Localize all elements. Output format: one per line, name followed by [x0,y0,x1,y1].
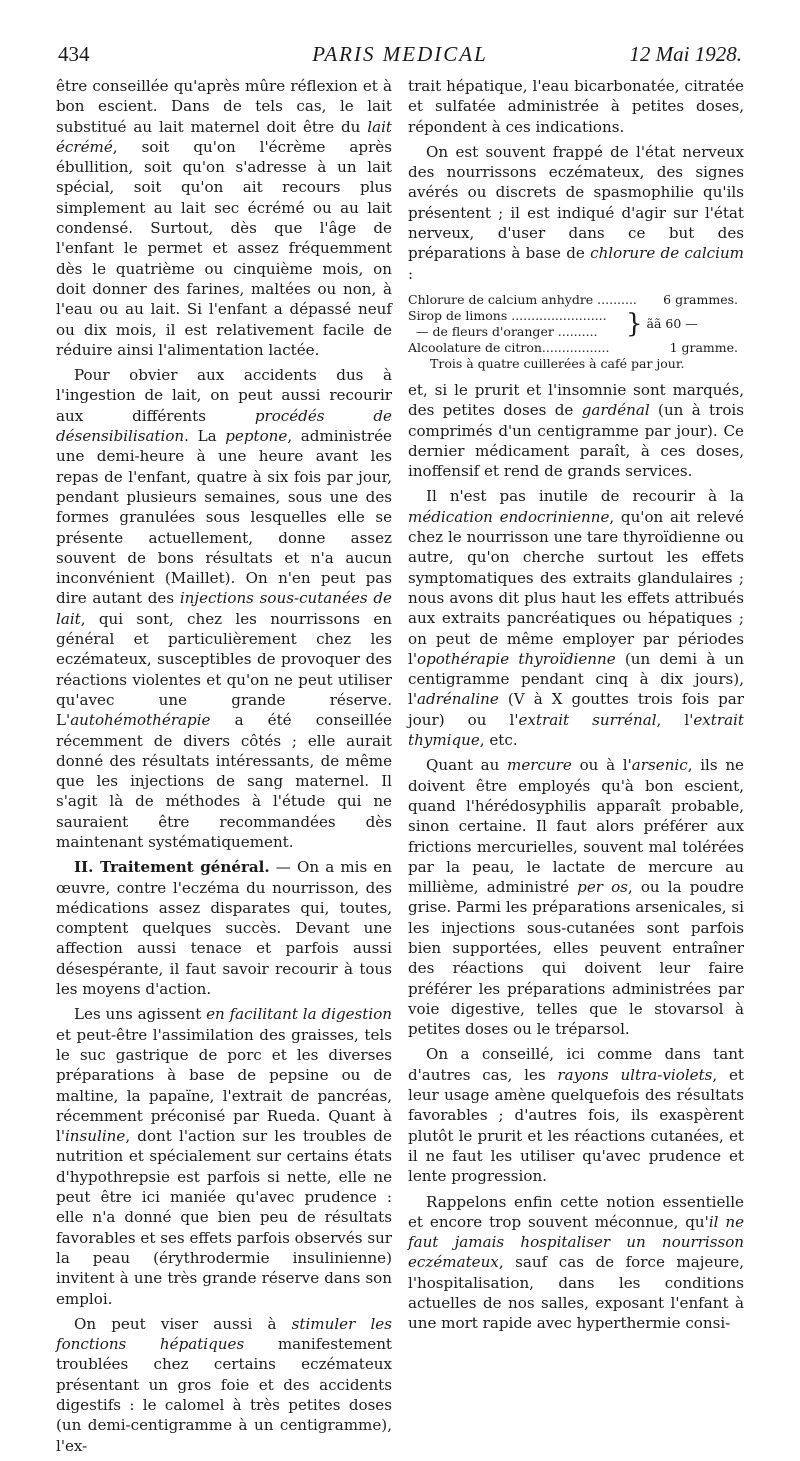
paragraph: Les uns agissent en facilitant la digestion et peut-être l'assimilation des graisses, tels le suc gastrique de porc et les diverses préparations à base de pepsine ou de maltine, la papaïne, l'extrait de pancréas, récemment préconisé par Rueda. Quant à l'insuline, dont l'action sur les troubles de nutrition et spécialement sur certains états d'hypothrepsie est parfois si nette, elle ne peut être ici maniée qu'avec prudence : elle n'a donné que bien peu de résultats favorables et ses effets parfois observés sur la peau (érythrodermie insulinienne) invitent à une très grande réserve dans son emploi. [56,1005,393,1308]
right-column [408,76,744,1339]
formula-line: — de fleurs d'oranger .......... [416,323,598,339]
issue-date: 12 Mai 1928. [629,42,742,66]
paragraph: et, si le prurit et l'insomnie sont marqués, des petites doses de gardénal (un à trois comprimés d'un centigramme par jour). Ce dernier médicament paraît, à ces doses, inoffensif et rend de grands services. [408,380,744,481]
paragraph: On a conseillé, ici comme dans tant d'autres cas, les rayons ultra-violets, et leur usage amène quelquefois des résultats favorables ; d'autres fois, ils exaspèrent plutôt le prurit et les réactions cutanées, et il ne faut les utiliser qu'avec prudence et lente progression. [408,1045,744,1186]
formula-dosage-note: Trois à quatre cuillerées à café par jour. [430,355,685,371]
paragraph: Il n'est pas inutile de recourir à la médication endocrinienne, qu'on ait relevé chez le nourrisson une tare thyroïdienne ou autre, qu'on cherche surtout les effets symptomatiques des extraits glandulaires ; nous avons dit plus haut les effets attribués aux extraits pancréatiques ou hépatiques ; on peut de même employer par périodes l'opothérapie thyroïdienne (un demi à un centigramme pendant cinq à dix jours), l'adrénaline (V à X gouttes trois fois par jour) ou l'extrait surrénal, l'extrait thymique, etc. [408,487,745,750]
journal-title: PARIS MEDICAL [312,42,488,66]
formula-line: Sirop de limons ........................ [408,307,607,323]
section-heading: II. Traitement général. [74,858,270,877]
prescription-formula [408,292,744,372]
paragraph: On peut viser aussi à stimuler les fonctions hépatiques manifestement troublées chez certains eczémateux présentant un gros foie et des accidents digestifs : le calomel à très petites doses (un demi-centigramme à un centigramme), l'ex- [56,1314,392,1455]
left-column [56,76,392,1461]
paragraph: être conseillée qu'après mûre réflexion et à bon escient. Dans de tels cas, le lait substitué au lait maternel doit être du lait écrémé, soit qu'on l'écrème après ébullition, soit qu'on s'adresse à un lait spécial, soit qu'on ait recours plus simplement au lait sec écrémé ou au lait condensé. Surtout, dès que l'âge de l'enfant le permet et assez fréquemment dès le quatrième ou cinquième mois, on doit donner des farines, maltées ou non, à l'eau ou au lait. Si l'enfant a dépassé neuf ou dix mois, il est relativement facile de réduire ainsi l'alimentation lactée. [56,77,392,359]
section-heading-paragraph: II. Traitement général. — On a mis en œuvre, contre l'eczéma du nourrisson, des médications assez disparates qui, toutes, comptent quelques succès. Devant une affection aussi tenace et parfois aussi désespérante, il faut savoir recourir à tous les moyens d'action. [56,858,392,999]
paragraph: trait hépatique, l'eau bicarbonatée, citratée et sulfatée administrée à petites doses, répondent à ces indications. [408,77,744,136]
formula-brace-group: Sirop de limons ........................ — de fleurs d'oranger .......... } ãã 60 — [408,307,698,339]
paragraph: Quant au mercure ou à l'arsenic, ils ne doivent être employés qu'à bon escient, quand l'hérédosyphilis apparaît probable, sinon certaine. Il faut alors préférer aux frictions mercurielles, souvent mal tolérées par la peau, le lactate de mercure au millième, administré per os, ou la poudre grise. Parmi les préparations arsenicales, si les injections sous-cutanées sont parfois bien supportées, elles peuvent entraîner des réactions qui doivent leur faire préférer les préparations administrées par voie digestive, telles que le stovarsol à petites doses ou le tréparsol. [408,756,744,1039]
paragraph: Rappelons enfin cette notion essentielle et encore trop souvent méconnue, qu'il ne faut jamais hospitaliser un nourrisson eczémateux, sauf cas de force majeure, l'hospitalisation, dans les conditions actuelles de nos salles, exposant l'enfant à une mort rapide avec hyperthermie consi- [408,1192,745,1333]
formula-line: Alcoolature de citron................. 1 gramme. [408,339,738,355]
brace-glyph: } [626,308,643,339]
paragraph: On est souvent frappé de l'état nerveux des nourrissons eczémateux, des signes avérés ou discrets de spasmophilie qu'ils présentent ; il est indiqué d'agir sur l'état nerveux, d'user dans ce but des préparations à base de chlorure de calcium : [408,142,744,283]
running-header [58,42,742,66]
paragraph: Pour obvier aux accidents dus à l'ingestion de lait, on peut aussi recourir aux différents procédés de désensibilisation. La peptone, administrée une demi-heure à une heure avant les repas de l'enfant, quatre à six fois par jour, pendant plusieurs semaines, sous une des formes granulées sous lesquelles elle se présente actuellement, donne assez souvent de bons résultats et n'a aucun inconvénient (Maillet). On n'en peut pas dire autant des injections sous-cutanées de lait, qui sont, chez les nourrissons en général et particulièrement chez les eczémateux, susceptibles de provoquer des réactions violentes et qu'on ne peut utiliser qu'avec une grande réserve. L'autohémothérapie a été conseillée récemment de divers côtés ; elle aurait donné des résultats intéressants, de même que les injections de sang maternel. Il s'agit là de méthodes à l'étude qui ne sauraient être recommandées dès maintenant systématiquement. [56,366,392,851]
page-number: 434 [58,42,90,66]
formula-line: Chlorure de calcium anhydre .......... 6 grammes. [408,291,738,307]
